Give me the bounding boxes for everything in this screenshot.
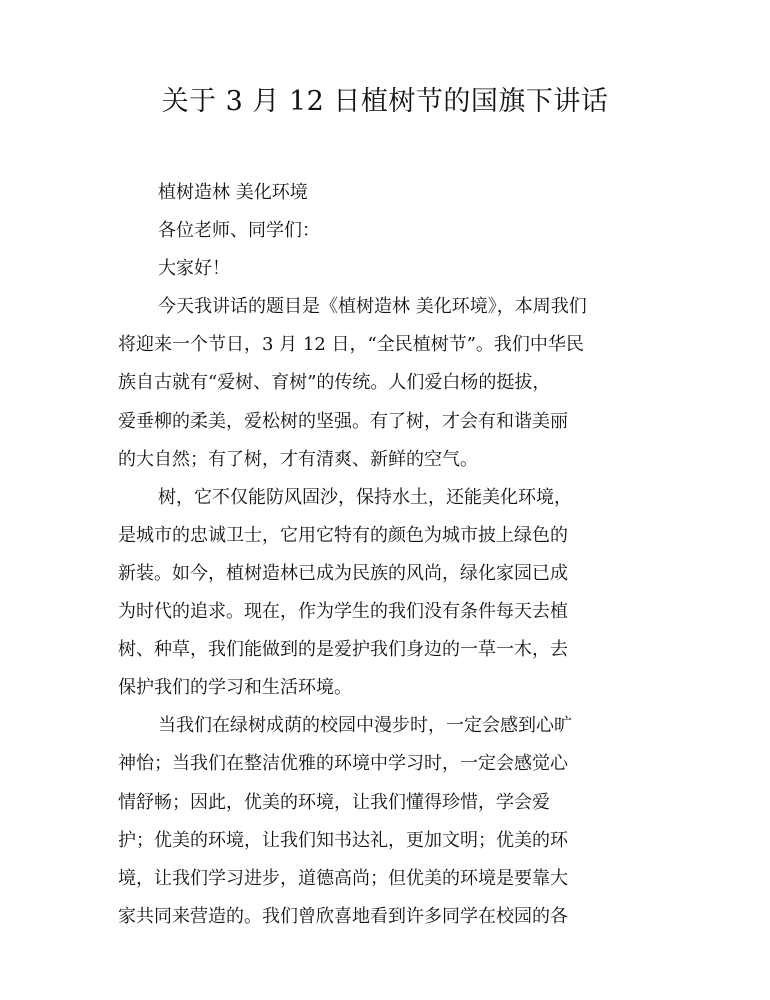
paragraph-2-line-6: 保护我们的学习和生活环境。: [118, 677, 352, 699]
paragraph-2-line-4: 为时代的追求。现在，作为学生的我们没有条件每天去植: [118, 601, 568, 623]
paragraph-2-line-3: 新装。如今，植树造林已成为民族的风尚，绿化家园已成: [118, 562, 568, 584]
greeting-line: 大家好！: [158, 258, 230, 280]
paragraph-2-line-1: 树，它不仅能防风固沙，保持水土，还能美化环境，: [158, 486, 572, 508]
paragraph-1-line-3: 族自古就有“爱树、育树”的传统。人们爱白杨的挺拔，: [118, 372, 551, 394]
document-body: [118, 174, 654, 936]
paragraph-1-line-2: 将迎来一个节日，3 月 12 日，“全民植树节”。我们中华民: [118, 334, 584, 356]
paragraph-3-line-6: 家共同来营造的。我们曾欣喜地看到许多同学在校园的各: [118, 905, 568, 927]
paragraph-3-line-1: 当我们在绿树成荫的校园中漫步时，一定会感到心旷: [158, 715, 572, 737]
salutation-line: 各位老师、同学们：: [158, 220, 320, 242]
paragraph-3-line-2: 神怡；当我们在整洁优雅的环境中学习时，一定会感觉心: [118, 753, 568, 775]
paragraph-3-line-5: 境，让我们学习进步，道德高尚；但优美的环境是要靠大: [118, 867, 568, 889]
paragraph-3-line-3: 情舒畅；因此，优美的环境，让我们懂得珍惜，学会爱: [118, 791, 550, 813]
paragraph-2-line-5: 树、种草，我们能做到的是爱护我们身边的一草一木，去: [118, 639, 568, 661]
paragraph-1-line-5: 的大自然；有了树，才有清爽、新鲜的空气。: [118, 448, 478, 470]
paragraph-1-line-4: 爱垂柳的柔美，爱松树的坚强。有了树，才会有和谐美丽: [118, 410, 568, 432]
paragraph-3-line-4: 护；优美的环境，让我们知书达礼，更加文明；优美的环: [118, 829, 568, 851]
document-title: 关于 3 月 12 日植树节的国旗下讲话: [161, 86, 609, 117]
paragraph-2-line-2: 是城市的忠诚卫士，它用它特有的颜色为城市披上绿色的: [118, 524, 568, 546]
paragraph-1-line-1: 今天我讲话的题目是《植树造林 美化环境》，本周我们: [158, 296, 587, 318]
subtitle-line: 植树造林 美化环境: [158, 182, 308, 203]
